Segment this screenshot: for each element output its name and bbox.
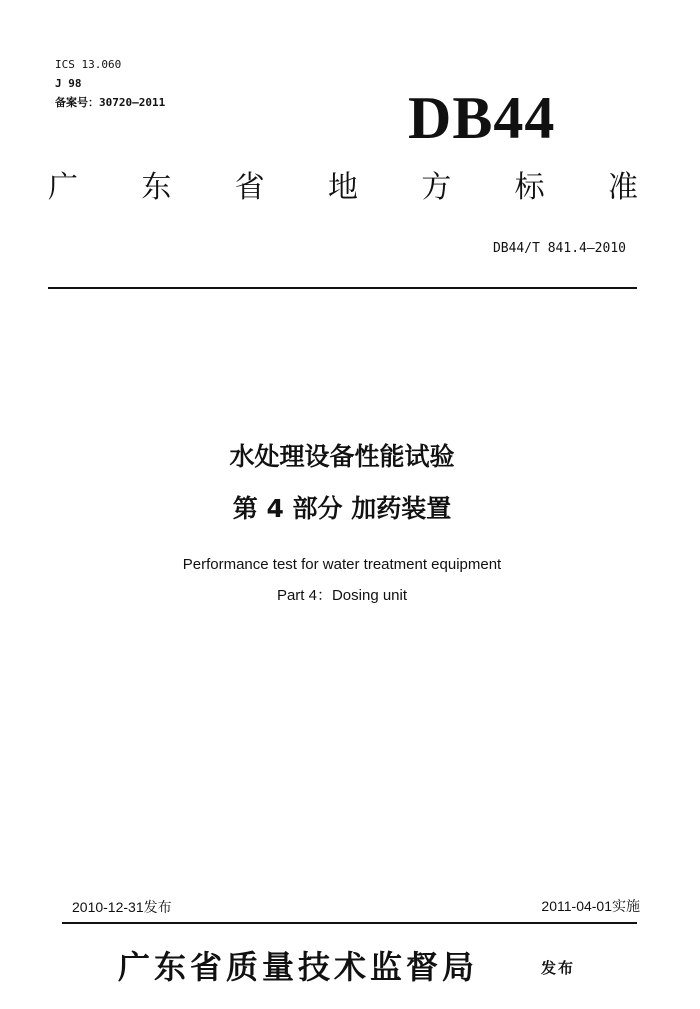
top-divider bbox=[48, 287, 637, 289]
standard-type-char: 准 bbox=[607, 170, 638, 205]
issuing-authority: 广东省质量技术监督局 bbox=[118, 948, 479, 986]
title-chinese-main: 水处理设备性能试验 bbox=[229, 442, 455, 471]
title-english-part: Part 4：Dosing unit bbox=[276, 587, 408, 604]
standard-type-char: 标 bbox=[514, 170, 545, 205]
standard-type-char: 广 bbox=[48, 170, 78, 205]
issuing-label: 发布 bbox=[541, 959, 576, 977]
standard-type-heading bbox=[48, 168, 638, 208]
title-chinese-part: 第 4 部分 加药装置 bbox=[232, 494, 452, 523]
ccs-code: J 98 bbox=[55, 77, 82, 90]
title-english-main: Performance test for water treatment equipment bbox=[182, 556, 502, 573]
standard-type-char: 东 bbox=[141, 170, 172, 205]
filing-number: 备案号：30720—2011 bbox=[55, 96, 166, 109]
issue-date: 2010-12-31发布 bbox=[72, 899, 172, 915]
implementation-date: 2011-04-01实施 bbox=[541, 898, 640, 914]
ics-code: ICS 13.060 bbox=[55, 58, 122, 71]
bottom-divider bbox=[62, 922, 637, 924]
standard-number: DB44/T 841.4—2010 bbox=[492, 241, 626, 256]
standard-type-char: 省 bbox=[234, 170, 265, 205]
standard-type-char: 方 bbox=[421, 170, 452, 205]
standard-type-char: 地 bbox=[327, 170, 358, 205]
standard-code-logo: DB44 bbox=[408, 85, 556, 151]
